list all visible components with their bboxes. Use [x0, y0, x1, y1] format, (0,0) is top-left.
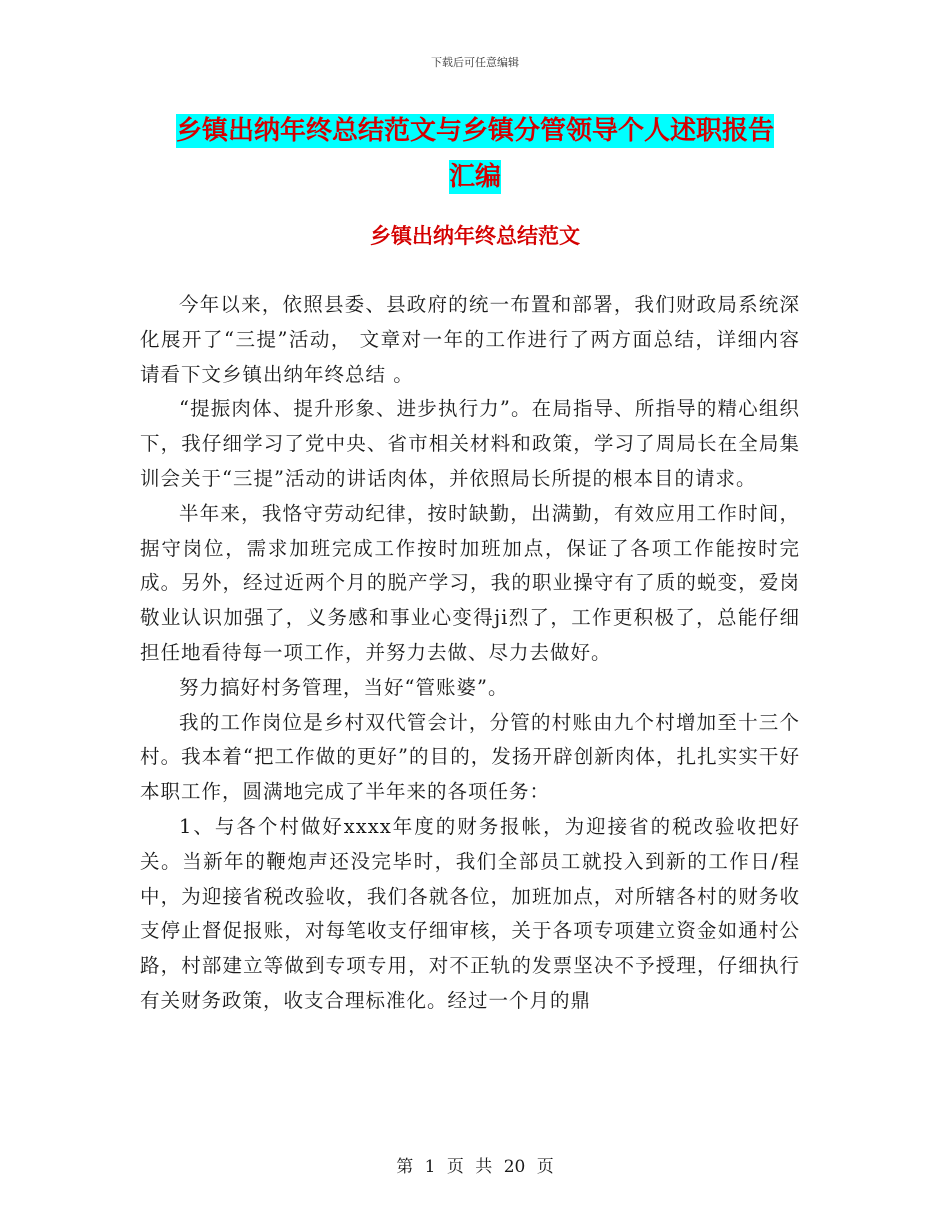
section-title: 乡镇出纳年终总结范文: [370, 224, 580, 248]
paragraph: 努力搞好村务管理，当好“管账婆”。: [179, 675, 509, 699]
paragraph: 半年来，我恪守劳动纪律，按时缺勤，出满勤，有效应用工作时间，据守岗位，需求加班完成工作按时加班加点，保证了各项工作能按时完成。另外，经过近两个月的脱产学习，我的职业操守有了质的蜕变，爱岗敬业认识加强了，义务感和事业心变得ji烈了，工作更积极了，总能仔细担任地看待每一项工作，并努力去做、尽力去做好。: [140, 501, 800, 664]
paragraph: 今年以来，依照县委、县政府的统一布置和部署，我们财政局系统深化展开了“三提”活动， 文章对一年的工作进行了两方面总结，详细内容请看下文乡镇出纳年终总结 。: [140, 293, 800, 386]
title-line-1: 乡镇出纳年终总结范文与乡镇分管领导个人述职报告: [175, 116, 774, 146]
document-body: [140, 288, 800, 1019]
page-footer: 第 1 页 共 20 页: [396, 1157, 554, 1177]
title-line-2: 汇编: [448, 162, 501, 192]
paragraph: 1、与各个村做好xxxx年度的财务报帐，为迎接省的税改验收把好关。当新年的鞭炮声还没完毕时，我们全部员工就投入到新的工作日/程中，为迎接省税改验收，我们各就各位，加班加点，对所辖各村的财务收支停止督促报账，对每笔收支仔细审核，关于各项专项建立资金如通村公路，村部建立等做到专项专用，对不正轨的发票坚决不予授理，仔细执行有关财务政策，收支合理标准化。经过一个月的鼎: [140, 814, 800, 1012]
header-note: 下载后可任意编辑: [431, 56, 519, 69]
paragraph: “提振肉体、提升形象、进步执行力”。在局指导、所指导的精心组织下，我仔细学习了党中央、省市相关材料和政策，学习了周局长在全局集训会关于“三提”活动的讲话肉体，并依照局长所提的根本目的请求。: [140, 397, 800, 490]
paragraph: 我的工作岗位是乡村双代管会计，分管的村账由九个村增加至十三个村。我本着“把工作做的更好”的目的，发扬开辟创新肉体，扎扎实实干好本职工作，圆满地完成了半年来的各项任务：: [140, 710, 800, 804]
document-title: [0, 108, 950, 200]
